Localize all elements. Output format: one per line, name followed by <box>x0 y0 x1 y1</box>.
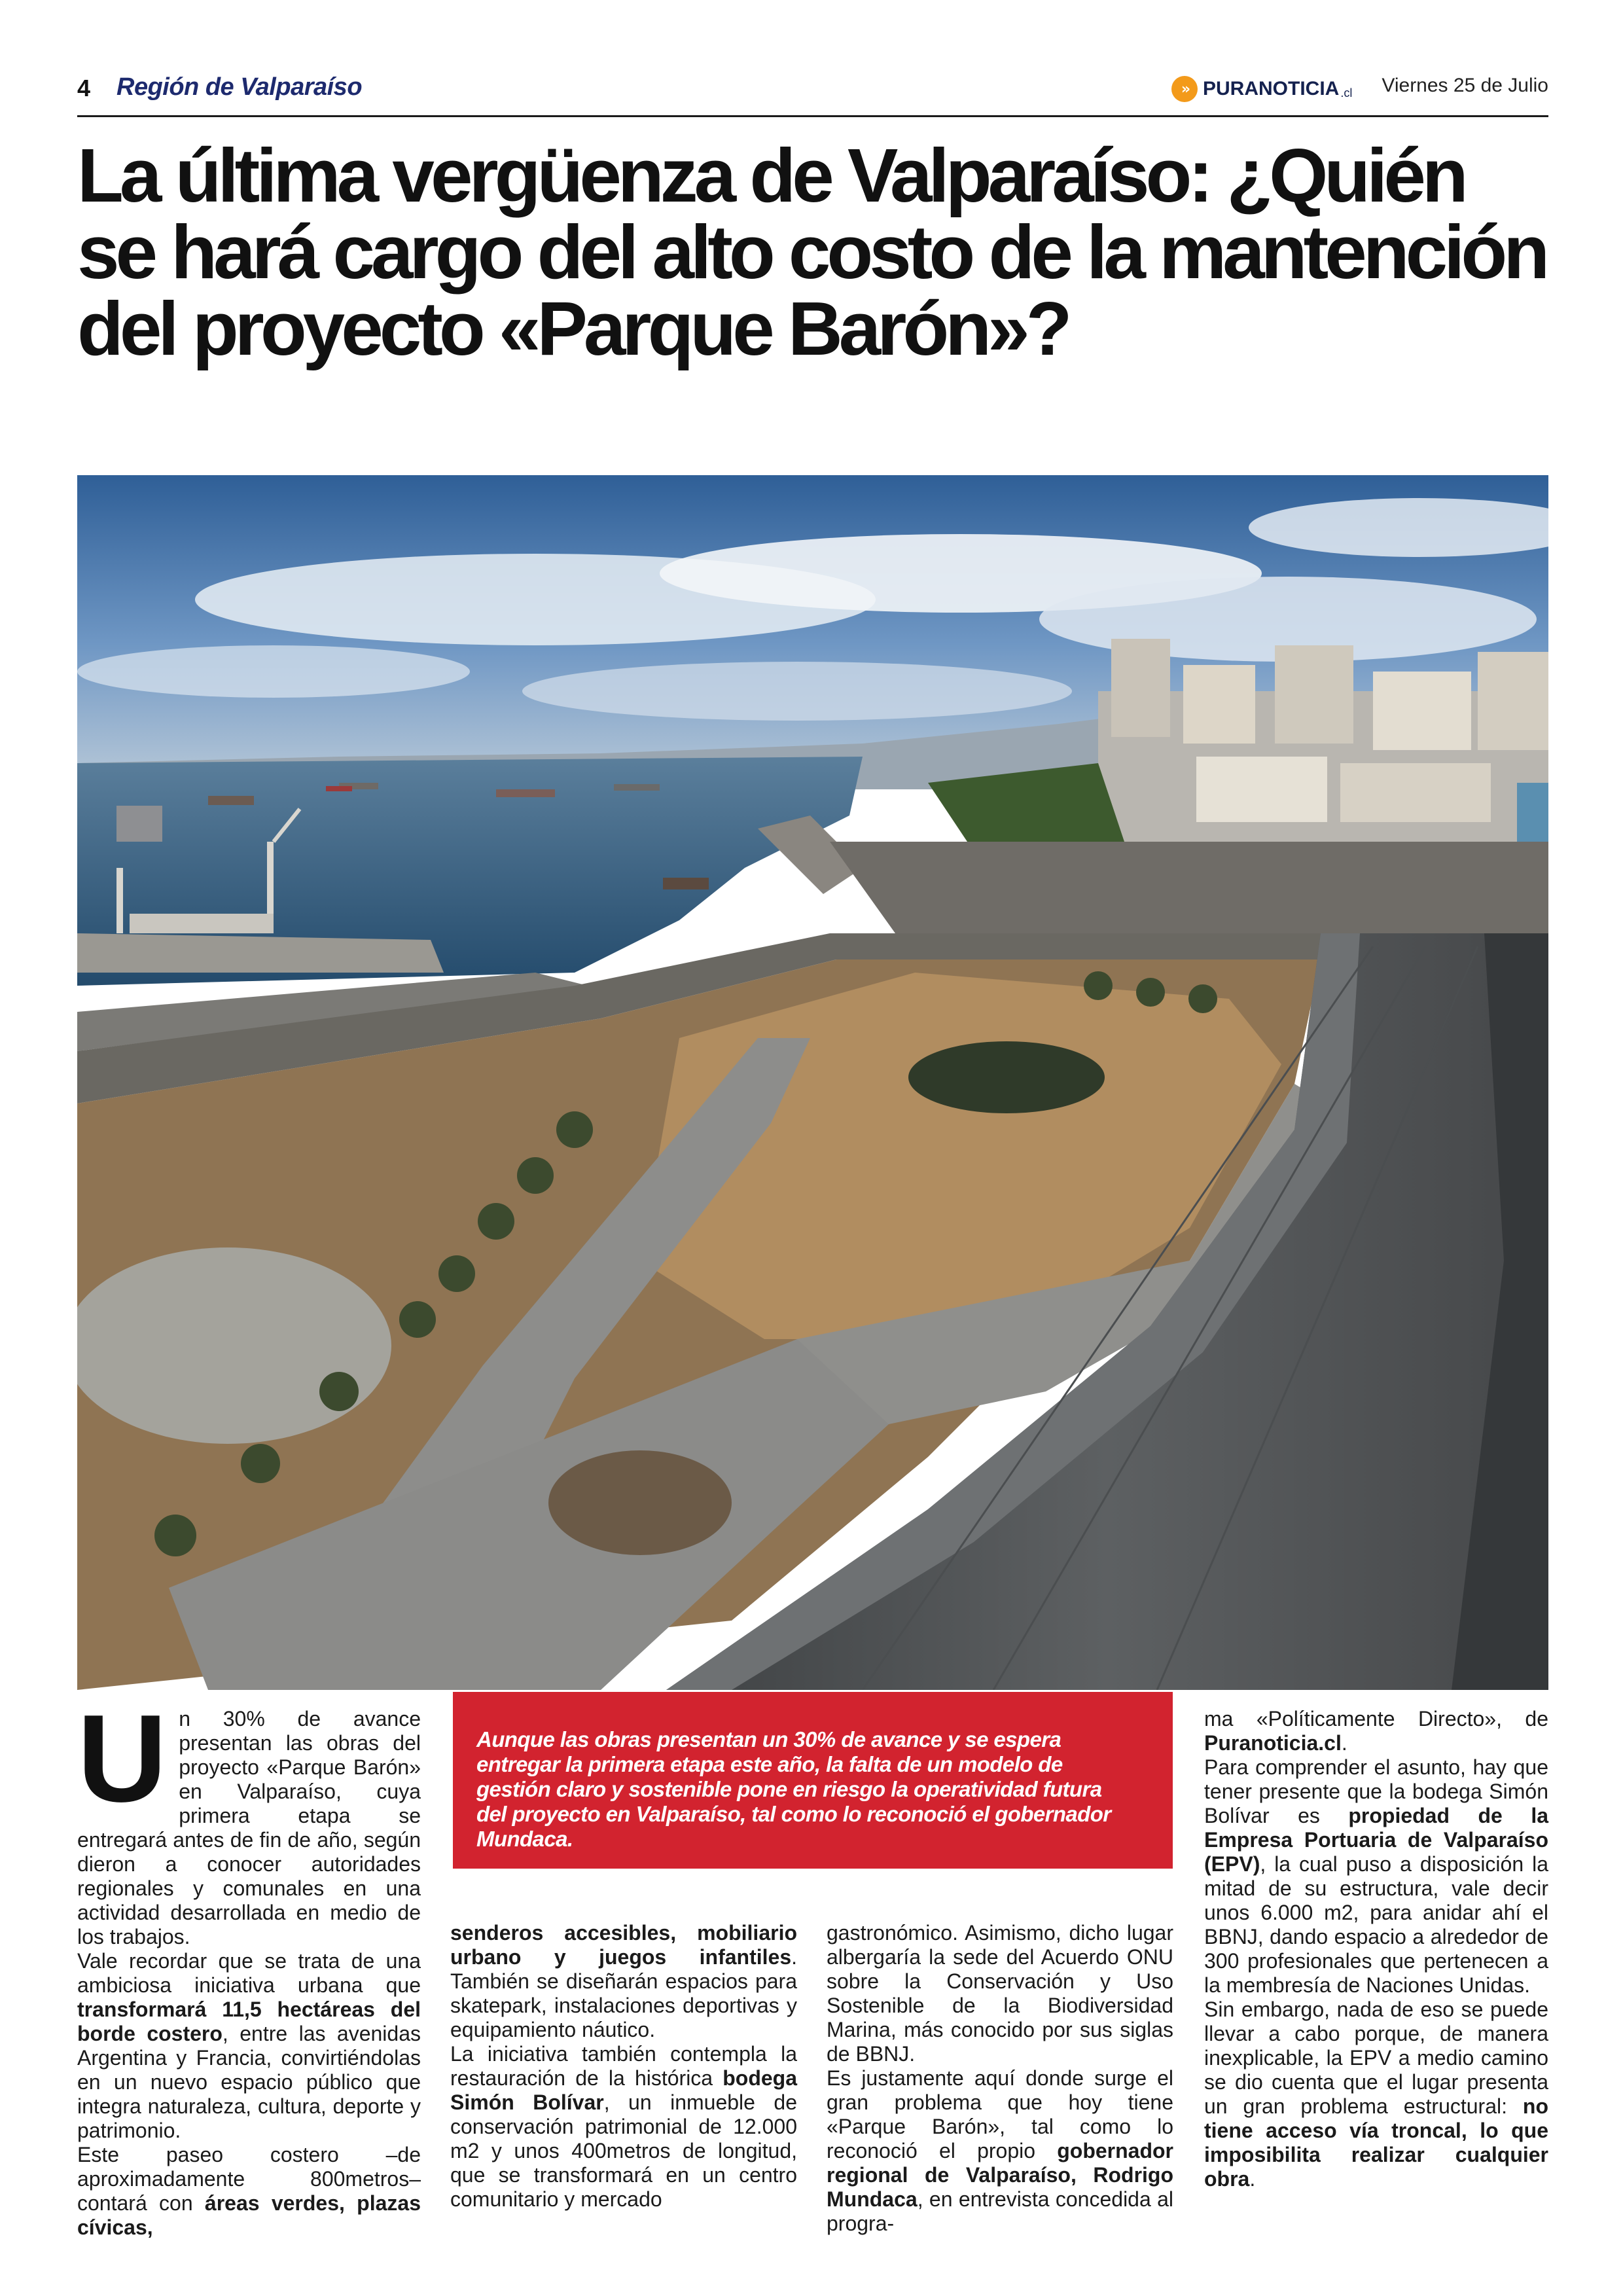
pull-quote-text: Aunque las obras presentan un 30% de avance y se espera entregar la primera etapa este año, la falta de un modelo de gestión claro y sostenible pone en riesgo la operatividad futura del proyecto en Valparaíso, tal como lo reconoció el gobernador Mundaca. <box>476 1727 1111 1851</box>
article-column-1 <box>77 1689 421 2240</box>
paragraph: Sin embargo, nada de eso se puede llevar a cabo porque, de manera inexplicable, la EPV a medio camino se dio cuenta que el lugar presenta un gran problema estructural: no tiene acceso vía troncal, lo que imposibilita realizar cualquier obra. <box>1204 1998 1548 2191</box>
emphasis: gobernador regional de Valparaíso, Rodrigo Mundaca <box>827 2139 1173 2211</box>
emphasis: transformará 11,5 hectáreas del borde costero <box>77 1998 421 2045</box>
emphasis: Puranoticia.cl <box>1204 1731 1342 1755</box>
article-column-3 <box>827 1921 1173 2236</box>
paragraph: gastronómico. Asimismo, dicho lugar albergaría la sede del Acuerdo ONU sobre la Conservación y Uso Sostenible de la Biodiversidad Marina, más conocido por sus siglas de BBNJ. <box>827 1921 1173 2066</box>
paragraph: ma «Políticamente Directo», de Puranoticia.cl. <box>1204 1707 1548 1755</box>
drop-cap: U <box>77 1689 168 1828</box>
paragraph: senderos accesibles, mobiliario urbano y juegos infantiles. También se diseñarán espacios para skatepark, instalaciones deportivas y equipamiento náutico. <box>450 1921 797 2041</box>
logo-arrows-icon: » <box>1171 76 1198 102</box>
emphasis: áreas verdes, plazas cívicas, <box>77 2191 421 2239</box>
paragraph: Para comprender el asunto, hay que tener presente que la bodega Simón Bolívar es propiedad de la Empresa Portuaria de Valparaíso (EPV), la cual puso a disposición la mitad de su estructura, vale decir unos 6.000 m2, para anidar ahí el BBNJ, dando espacio a alrededor de 300 profesionales que pertenecen a la membresía de Naciones Unidas. <box>1204 1755 1548 1997</box>
emphasis: propiedad de la Empresa Portuaria de Valparaíso (EPV) <box>1204 1804 1548 1876</box>
article-headline: La última vergüenza de Valparaíso: ¿Quién se hará cargo del alto costo de la mantención del proyecto «Parque Barón»? <box>77 133 1546 371</box>
paragraph: La iniciativa también contempla la restauración de la histórica bodega Simón Bolívar, un inmueble de conservación patrimonial de 12.000 m2 y unos 400metros de longitud, que se transformará en un centro comunitario y mercado <box>450 2042 798 2211</box>
paragraph: Vale recordar que se trata de una ambiciosa iniciativa urbana que transformará 11,5 hectáreas del borde costero, entre las avenidas Argentina y Francia, convirtiéndolas en un nuevo espacio público que integra naturaleza, cultura, deporte y patrimonio. <box>77 1949 421 2142</box>
page-header <box>77 71 1548 117</box>
paragraph: Es justamente aquí donde surge el gran problema que hoy tiene «Parque Barón», tal como lo reconoció el propio gobernador regional de Valparaíso, Rodrigo Mundaca, en entrevista concedida al progra- <box>827 2066 1173 2235</box>
section-title: Región de Valparaíso <box>116 73 363 101</box>
logo-text: PURANOTICIA <box>1203 78 1340 99</box>
pull-quote-box <box>453 1692 1173 1869</box>
emphasis: senderos accesibles, mobiliario urbano y juegos infantiles <box>450 1921 797 1969</box>
issue-date: Viernes 25 de Julio <box>1382 75 1548 96</box>
paragraph: n 30% de avance presentan las obras del proyecto «Parque Barón» en Valparaíso, cuya primera etapa se entregará antes de fin de año, según dieron a conocer autoridades regionales y comunales en una actividad desarrollada en medio de los trabajos. <box>77 1707 421 1948</box>
emphasis: no tiene acceso vía troncal, lo que imposibilita realizar cualquier obra <box>1204 2094 1548 2191</box>
emphasis: bodega Simón Bolívar <box>450 2066 797 2114</box>
logo-suffix: .cl <box>1340 86 1353 99</box>
construction-site-aerial-photo <box>77 475 1548 1690</box>
article-column-2 <box>450 1921 797 2212</box>
article-column-4 <box>1204 1707 1548 2191</box>
publication-logo[interactable] <box>1171 75 1352 103</box>
page-number: 4 <box>77 75 91 101</box>
paragraph: Este paseo costero –de aproximadamente 800metros– contará con áreas verdes, plazas cívicas, <box>77 2143 421 2239</box>
